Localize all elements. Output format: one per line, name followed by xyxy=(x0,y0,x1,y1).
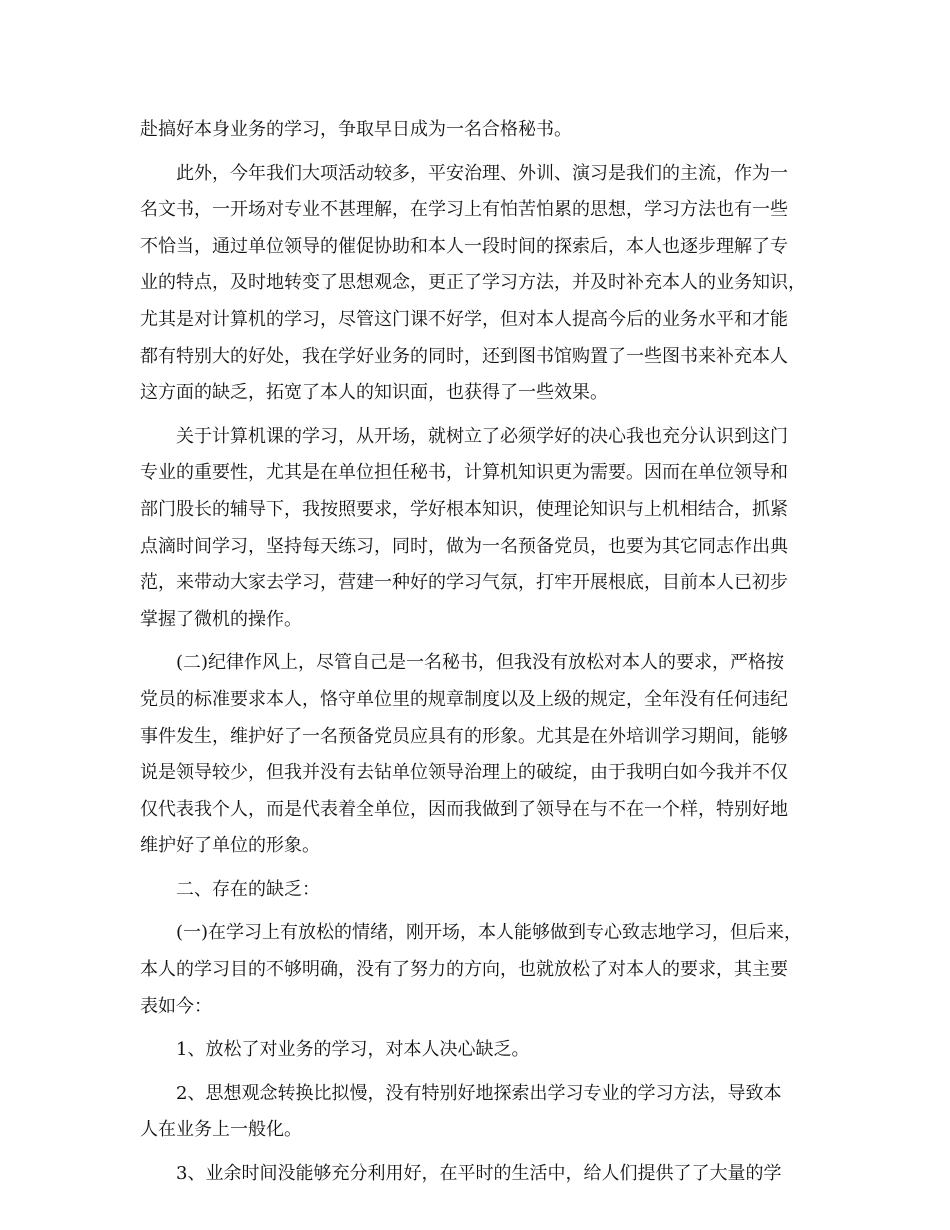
paragraph-line: 维护好了单位的形象。 xyxy=(140,835,320,857)
paragraph-line: 部门股长的辅导下，我按照要求，学好根本知识，使理论知识与上机相结合，抓紧 xyxy=(140,498,788,520)
paragraph-line: 事件发生，维护好了一名预备党员应具有的形象。尤其是在外培训学习期间，能够 xyxy=(140,725,788,747)
paragraph-line: 表如今： xyxy=(140,995,212,1017)
document-body xyxy=(140,112,812,1193)
paragraph-line: 本人的学习目的不够明确，没有了努力的方向，也就放松了对本人的要求，其主要 xyxy=(140,959,788,981)
list-item: 2、思想观念转换比拟慢，没有特别好地探索出学习专业的学习方法，导致本 xyxy=(176,1082,782,1104)
list-item: 1、放松了对业务的学习，对本人决心缺乏。 xyxy=(176,1039,530,1061)
list-item-continuation: 人在业务上一般化。 xyxy=(140,1119,302,1141)
list-item: 3、业余时间没能够充分利用好，在平时的生活中，给人们提供了了大量的学 xyxy=(176,1163,782,1185)
paragraph-line: 范，来带动大家去学习，营建一种好的学习气氛，打牢开展根底，目前本人已初步 xyxy=(140,572,788,594)
paragraph-line: 仅代表我个人，而是代表着全单位，因而我做到了领导在与不在一个样，特别好地 xyxy=(140,798,788,820)
paragraph-line: 党员的标准要求本人，恪守单位里的规章制度以及上级的规定，全年没有任何违纪 xyxy=(140,688,788,710)
paragraph-continuation-line: 赴搞好本身业务的学习，争取早日成为一名合格秘书。 xyxy=(140,119,572,140)
paragraph-line: 点滴时间学习，坚持每天练习，同时，做为一名预备党员，也要为其它同志作出典 xyxy=(140,535,788,557)
paragraph-line: 这方面的缺乏，拓宽了本人的知识面，也获得了一些效果。 xyxy=(140,382,608,404)
paragraph-line: 说是领导较少，但我并没有去钻单位领导治理上的破绽，由于我明白如今我并不仅 xyxy=(140,762,788,784)
paragraph-line: (二)纪律作风上，尽管自己是一名秘书，但我没有放松对本人的要求，严格按 xyxy=(176,652,785,674)
paragraph-line: 都有特别大的好处，我在学好业务的同时，还到图书馆购置了一些图书来补充本人 xyxy=(140,345,788,367)
paragraph-line: 掌握了微机的操作。 xyxy=(140,608,302,630)
paragraph-line: 关于计算机课的学习，从开场，就树立了必须学好的决心我也充分认识到这门 xyxy=(176,425,788,447)
paragraph-line: (一)在学习上有放松的情绪，刚开场，本人能够做到专心致志地学习，但后来， xyxy=(176,922,803,944)
paragraph-line: 不恰当，通过单位领导的催促协助和本人一段时间的探索后，本人也逐步理解了专 xyxy=(140,235,788,257)
paragraph-line: 名文书，一开场对专业不甚理解，在学习上有怕苦怕累的思想，学习方法也有一些 xyxy=(140,199,788,221)
paragraph-line: 此外，今年我们大项活动较多，平安治理、外训、演习是我们的主流，作为一 xyxy=(176,162,788,184)
paragraph-line: 尤其是对计算机的学习，尽管这门课不好学，但对本人提高今后的业务水平和才能 xyxy=(140,308,788,330)
paragraph-line: 业的特点，及时地转变了思想观念，更正了学习方法，并及时补充本人的业务知识， xyxy=(140,272,806,294)
paragraph-line: 专业的重要性，尤其是在单位担任秘书，计算机知识更为需要。因而在单位领导和 xyxy=(140,462,788,484)
section-heading: 二、存在的缺乏： xyxy=(176,878,320,900)
